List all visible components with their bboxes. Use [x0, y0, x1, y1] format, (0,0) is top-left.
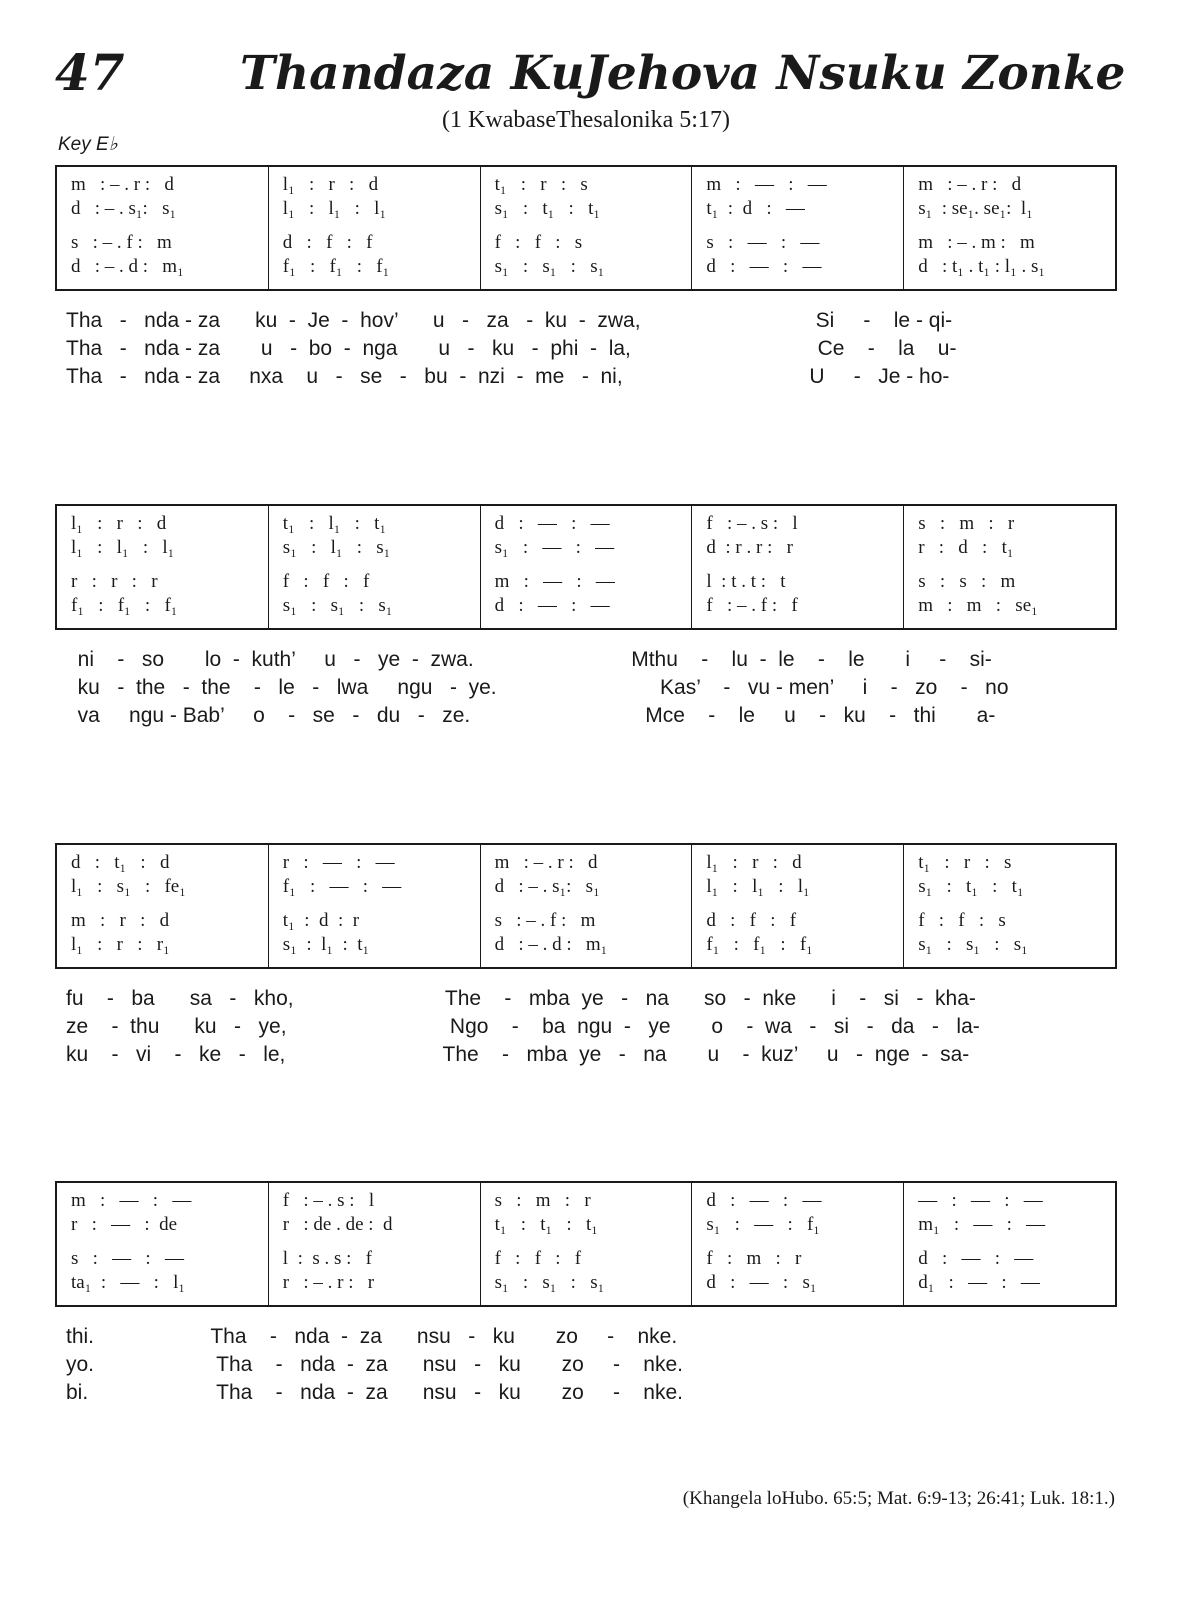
alto-line: m₁ : — : —	[918, 1214, 1046, 1235]
soprano-line: t₁ : r : s	[918, 852, 1012, 873]
alto-line: s₁ : — : f₁	[706, 1214, 820, 1235]
bass-line: f₁ : f₁ : f₁	[71, 595, 178, 616]
soprano-line: — : — : —	[918, 1190, 1043, 1211]
footnote-references: (Khangela loHubo. 65:5; Mat. 6:9-13; 26:41; Luk. 18:1.)	[682, 1488, 1115, 1509]
bass-line: r : – . r : r	[282, 1272, 375, 1293]
measure	[904, 1183, 1115, 1305]
alto-line: s₁ : — : —	[494, 537, 615, 558]
tenor-line: f : m : r	[706, 1248, 802, 1269]
tenor-line: s : — : —	[71, 1248, 184, 1269]
alto-line: r : — : de	[71, 1214, 178, 1235]
soprano-line: r : — : —	[282, 852, 395, 873]
lyric-verse-3: ku - vi - ke - le, The - mba ye - na u - kuz’ u - nge - sa-	[66, 1043, 970, 1066]
lyric-verse-3: bi. Tha - nda - za nsu - ku zo - nke.	[66, 1381, 683, 1404]
lyric-verse-1: ni - so lo - kuth’ u - ye - zwa. Mthu - lu - le - le i - si-	[66, 648, 992, 671]
lyric-verse-2: ku - the - the - le - lwa ngu - ye. Kas’ - vu - men’ i - zo - no	[66, 676, 1009, 699]
bass-line: m : m : se₁	[918, 595, 1038, 616]
measure	[692, 1183, 904, 1305]
tenor-line: s : — : —	[706, 232, 820, 253]
measure	[57, 1183, 269, 1305]
alto-line: l₁ : l₁ : l₁	[71, 537, 175, 558]
bass-line: f₁ : f₁ : f₁	[282, 256, 390, 277]
measure	[269, 1183, 481, 1305]
alto-line: s₁ : l₁ : s₁	[282, 537, 391, 558]
tenor-line: s : – . f : m	[71, 232, 172, 253]
lyrics-block	[66, 307, 1126, 391]
alto-line: f₁ : — : —	[282, 876, 402, 897]
measure	[269, 167, 481, 289]
measure	[481, 506, 693, 628]
alto-line: r : d : t₁	[918, 537, 1014, 558]
measure	[481, 845, 693, 967]
measure	[904, 506, 1115, 628]
alto-line: t₁ : d : —	[706, 198, 805, 219]
lyric-verse-1: thi. Tha - nda - za nsu - ku zo - nke.	[66, 1325, 678, 1348]
bass-line: d : — : —	[706, 256, 822, 277]
song-title: Thandaza KuJehova Nsuku Zonke	[240, 46, 1126, 101]
tenor-line: d : f : f	[282, 232, 373, 253]
alto-line: d : – . s₁: s₁	[494, 876, 600, 897]
tenor-line: s : – . f : m	[494, 910, 596, 931]
soprano-line: l₁ : r : d	[71, 513, 167, 534]
lyrics-block	[66, 985, 1126, 1069]
lyric-verse-1: fu - ba sa - kho, The - mba ye - na so - nke i - si - kha-	[66, 987, 976, 1010]
measure	[692, 167, 904, 289]
alto-line: t₁ : t₁ : t₁	[494, 1214, 598, 1235]
soprano-line: l₁ : r : d	[706, 852, 802, 873]
bass-line: d : t₁ . t₁ : l₁ . s₁	[918, 256, 1045, 277]
measure	[57, 845, 269, 967]
tenor-line: t₁ : d : r	[282, 910, 360, 931]
soprano-line: t₁ : r : s	[494, 174, 588, 195]
measure	[904, 167, 1115, 289]
lyric-verse-1: Tha - nda - za ku - Je - hov’ u - za - ku - zwa, Si - le - qi-	[66, 309, 953, 332]
alto-line: l₁ : l₁ : l₁	[706, 876, 810, 897]
alto-line: l₁ : s₁ : fe₁	[71, 876, 186, 897]
alto-line: s₁ : t₁ : t₁	[918, 876, 1024, 897]
alto-line: l₁ : l₁ : l₁	[282, 198, 387, 219]
soprano-line: f : – . s : l	[706, 513, 798, 534]
bass-line: s₁ : s₁ : s₁	[918, 934, 1028, 955]
lyric-verse-2: Tha - nda - za u - bo - nga u - ku - phi - la, Ce - la u-	[66, 337, 957, 360]
soprano-line: t₁ : l₁ : t₁	[282, 513, 387, 534]
tenor-line: m : – . m : m	[918, 232, 1035, 253]
soprano-line: m : – . r : d	[494, 852, 598, 873]
tenor-line: f : f : s	[494, 232, 583, 253]
music-system	[55, 843, 1117, 969]
bass-line: f₁ : f₁ : f₁	[706, 934, 813, 955]
bass-line: d : — : —	[494, 595, 610, 616]
alto-line: r : de . de : d	[282, 1214, 393, 1235]
lyric-verse-2: ze - thu ku - ye, Ngo - ba ngu - ye o - wa - si - da - la-	[66, 1015, 980, 1038]
tenor-line: s : s : m	[918, 571, 1016, 592]
lyrics-block	[66, 646, 1126, 730]
bass-line: f : – . f : f	[706, 595, 798, 616]
bass-line: d : — : s₁	[706, 1272, 817, 1293]
measure	[692, 506, 904, 628]
bass-line: ta₁ : — : l₁	[71, 1272, 186, 1293]
measure	[904, 845, 1115, 967]
lyric-verse-2: yo. Tha - nda - za nsu - ku zo - nke.	[66, 1353, 683, 1376]
measure	[692, 845, 904, 967]
scripture-reference: (1 KwabaseThesalonika 5:17)	[442, 107, 730, 133]
bass-line: d₁ : — : —	[918, 1272, 1040, 1293]
tenor-line: d : f : f	[706, 910, 797, 931]
bass-line: d : – . d : m₁	[494, 934, 608, 955]
bass-line: s₁ : l₁ : t₁	[282, 934, 370, 955]
song-number: 47	[55, 43, 125, 102]
soprano-line: d : — : —	[706, 1190, 822, 1211]
alto-line: d : – . s₁: s₁	[71, 198, 177, 219]
soprano-line: m : — : —	[71, 1190, 192, 1211]
soprano-line: m : – . r : d	[71, 174, 174, 195]
bass-line: s₁ : s₁ : s₁	[494, 1272, 605, 1293]
lyric-verse-3: va ngu - Bab’ o - se - du - ze. Mce - le u - ku - thi a-	[66, 704, 996, 727]
soprano-line: d : — : —	[494, 513, 610, 534]
lyric-verse-3: Tha - nda - za nxa u - se - bu - nzi - me - ni, U - Je - ho-	[66, 365, 950, 388]
lyrics-block	[66, 1323, 1126, 1407]
music-system	[55, 1181, 1117, 1307]
bass-line: l₁ : r : r₁	[71, 934, 170, 955]
bass-line: s₁ : s₁ : s₁	[494, 256, 605, 277]
tenor-line: l : t . t : t	[706, 571, 786, 592]
tenor-line: d : — : —	[918, 1248, 1034, 1269]
alto-line: d : r . r : r	[706, 537, 793, 558]
soprano-line: s : m : r	[494, 1190, 591, 1211]
tenor-line: m : r : d	[71, 910, 170, 931]
tenor-line: f : f : s	[918, 910, 1006, 931]
music-system	[55, 504, 1117, 630]
bass-line: d : – . d : m₁	[71, 256, 184, 277]
measure	[481, 167, 693, 289]
measure	[269, 506, 481, 628]
measure	[57, 506, 269, 628]
soprano-line: m : — : —	[706, 174, 827, 195]
soprano-line: l₁ : r : d	[282, 174, 379, 195]
alto-line: s₁ : t₁ : t₁	[494, 198, 600, 219]
tenor-line: f : f : f	[282, 571, 370, 592]
measure	[269, 845, 481, 967]
soprano-line: s : m : r	[918, 513, 1015, 534]
music-system	[55, 165, 1117, 291]
soprano-line: d : t₁ : d	[71, 852, 170, 873]
tenor-line: f : f : f	[494, 1248, 582, 1269]
soprano-line: f : – . s : l	[282, 1190, 375, 1211]
soprano-line: m : – . r : d	[918, 174, 1022, 195]
measure	[57, 167, 269, 289]
tenor-line: l : s . s : f	[282, 1248, 372, 1269]
bass-line: s₁ : s₁ : s₁	[282, 595, 393, 616]
measure	[481, 1183, 693, 1305]
alto-line: s₁ : se₁. se₁: l₁	[918, 198, 1033, 219]
tenor-line: r : r : r	[71, 571, 158, 592]
key-signature: Key E♭	[58, 134, 118, 155]
tenor-line: m : — : —	[494, 571, 615, 592]
